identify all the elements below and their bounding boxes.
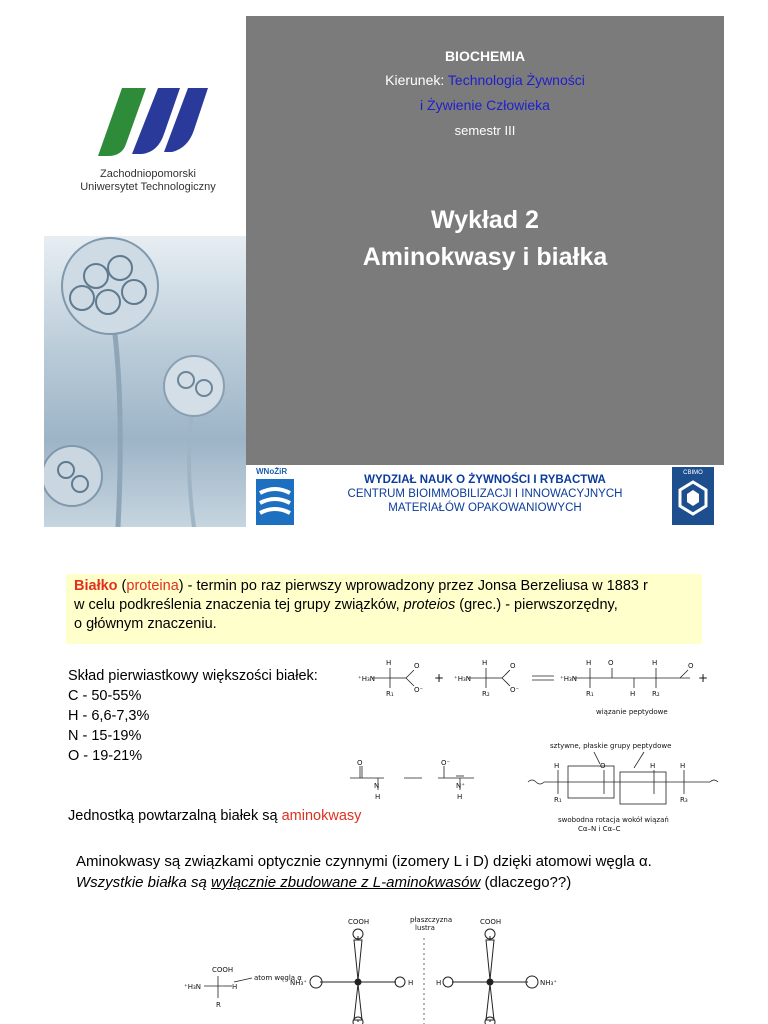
course-name: BIOCHEMIA: [444, 48, 526, 64]
svg-text:R₂: R₂: [482, 690, 490, 698]
rigid-groups-label: sztywne, płaskie grupy peptydowe: [550, 742, 672, 750]
svg-text:+: +: [698, 671, 709, 685]
intro-line2a: w celu podkreślenia znaczenia tej grupy związków,: [74, 597, 404, 613]
faculty-line2: CENTRUM BIOIMMOBILIZACJI I INNOWACYJNYCH: [347, 488, 623, 500]
semester: semestr III: [454, 123, 516, 138]
svg-text:H: H: [482, 659, 488, 667]
svg-text:R₁: R₁: [554, 796, 562, 804]
faculty-line1: WYDZIAŁ NAUK O ŻYWNOŚCI I RYBACTWA: [364, 474, 606, 486]
composition-title: Skład pierwiastkowy większości białek:: [68, 668, 318, 684]
term-proteios: proteios: [403, 597, 456, 613]
peptide-plane-diagram: [524, 738, 724, 838]
svg-text:H: H: [386, 659, 392, 667]
university-line1: Zachodniopomorski: [100, 168, 196, 180]
title-panel: [246, 16, 724, 465]
university-line2: Uniwersytet Technologiczny: [80, 181, 216, 193]
svg-text:H: H: [680, 762, 686, 770]
faculty-logo-icon: [256, 479, 294, 525]
svg-text:N⁺: N⁺: [456, 782, 465, 790]
free-rotation-label-1: swobodna rotacja wokół wiązań: [558, 816, 669, 824]
composition-hydrogen: H - 6,6-7,3%: [68, 708, 150, 724]
left-panel: [44, 16, 246, 527]
svg-text:H: H: [457, 793, 463, 801]
svg-text:O: O: [608, 659, 614, 667]
svg-text:R₂: R₂: [652, 690, 660, 698]
chirality-text: [76, 851, 716, 893]
center-logo: [672, 467, 714, 525]
faculty-text: [318, 473, 652, 515]
field-label: Kierunek:: [385, 72, 448, 88]
resonance-diagram: [344, 758, 484, 808]
intro-rest1: ) - termin po raz pierwszy wprowadzony przez Jonsa Berzeliusa w 1883 r: [178, 578, 648, 594]
alpha-carbon-label: atom węgla α: [254, 974, 302, 982]
composition-list: [68, 666, 318, 766]
faculty-band: [246, 465, 724, 527]
composition-nitrogen: N - 15-19%: [68, 728, 142, 744]
svg-text:O⁻: O⁻: [510, 686, 520, 694]
composition-carbon: C - 50-55%: [68, 688, 142, 704]
svg-text:O: O: [600, 762, 606, 770]
svg-text:H: H: [436, 979, 442, 987]
flower-illustration: [44, 236, 246, 527]
svg-text:N: N: [374, 782, 380, 790]
svg-text:H: H: [630, 690, 636, 698]
enantiomer-diagram: [174, 912, 594, 1024]
lecture-title: Aminokwasy i białka: [362, 243, 608, 271]
svg-text:R: R: [216, 1001, 221, 1009]
field-of-study: [246, 72, 724, 88]
svg-text:H: H: [232, 983, 238, 991]
svg-text:+: +: [434, 671, 445, 685]
intro-line1: [74, 577, 698, 596]
svg-text:⁺H₃N: ⁺H₃N: [184, 983, 202, 991]
chirality-line2a: Wszystkie białka są: [76, 874, 212, 891]
intro-line3: o głównym znaczeniu.: [74, 616, 217, 632]
chirality-slide: [44, 840, 724, 1024]
field-name-1: Technologia Żywności: [447, 72, 585, 88]
protein-slide: [44, 560, 724, 835]
cooh-label-small: COOH: [212, 966, 234, 974]
svg-text:O⁻: O⁻: [414, 686, 424, 694]
intro-line2: [74, 596, 698, 615]
peptide-bond-diagram: [350, 654, 720, 734]
hexagon-icon: [672, 476, 714, 520]
intro-paren: (: [117, 578, 127, 594]
repeating-unit-text: Jednostką powtarzalną białek są: [68, 808, 282, 824]
svg-text:O: O: [357, 759, 363, 767]
l-aminoacids-emphasis: wyłącznie zbudowane z L-aminokwasów: [211, 874, 481, 891]
cooh-label-left: COOH: [348, 918, 370, 926]
svg-text:NH₃⁺: NH₃⁺: [540, 979, 558, 987]
svg-text:H: H: [375, 793, 381, 801]
svg-text:R₁: R₁: [586, 690, 594, 698]
title-slide: [44, 16, 724, 527]
intro-box: [66, 574, 702, 644]
field-name-2: i Żywienie Człowieka: [420, 97, 550, 113]
chirality-line1: Aminokwasy są związkami optycznie czynnymi (izomery L i D) dzięki atomowi węgla α.: [76, 853, 652, 870]
faculty-logo-label: WNoŻiR: [256, 467, 288, 476]
mirror-plane-label-1: płaszczyzna: [410, 916, 453, 924]
svg-text:R₃: R₃: [680, 796, 688, 804]
svg-text:R₁: R₁: [386, 690, 394, 698]
svg-text:H: H: [408, 979, 414, 987]
free-rotation-label-2: Cα–N i Cα–C: [578, 825, 621, 833]
chirality-line2-tail: (dlaczego??): [480, 874, 572, 891]
svg-text:O: O: [414, 662, 420, 670]
term-protein: Białko: [74, 578, 118, 594]
svg-text:⁺H₃N: ⁺H₃N: [358, 675, 376, 683]
repeating-unit-line: [68, 806, 361, 826]
term-proteina: proteina: [126, 578, 179, 594]
university-name: [58, 168, 238, 194]
center-logo-label: CBIMO: [683, 470, 703, 476]
peptide-bond-label: wiązanie peptydowe: [596, 708, 668, 716]
zut-logo: [92, 82, 210, 166]
composition-oxygen: O - 19-21%: [68, 748, 143, 764]
svg-text:H: H: [650, 762, 656, 770]
flower-photo: [44, 236, 246, 527]
cooh-label-right: COOH: [480, 918, 502, 926]
svg-text:O: O: [688, 662, 694, 670]
svg-text:H: H: [652, 659, 658, 667]
term-aminokwasy: aminokwasy: [281, 808, 362, 824]
svg-text:NH₃⁺: NH₃⁺: [290, 979, 308, 987]
lecture-number: Wykład 2: [431, 206, 539, 234]
svg-text:⁺H₃N: ⁺H₃N: [454, 675, 472, 683]
intro-line2b: (grec.) - pierwszorzędny,: [455, 597, 618, 613]
svg-text:H: H: [554, 762, 560, 770]
chirality-line2: [76, 872, 716, 893]
svg-text:H: H: [586, 659, 592, 667]
svg-text:O: O: [510, 662, 516, 670]
mirror-plane-label-2: lustra: [415, 924, 435, 932]
faculty-line3: MATERIAŁÓW OPAKOWANIOWYCH: [388, 502, 582, 514]
svg-text:⁺H₃N: ⁺H₃N: [560, 675, 578, 683]
svg-text:O⁻: O⁻: [441, 759, 451, 767]
